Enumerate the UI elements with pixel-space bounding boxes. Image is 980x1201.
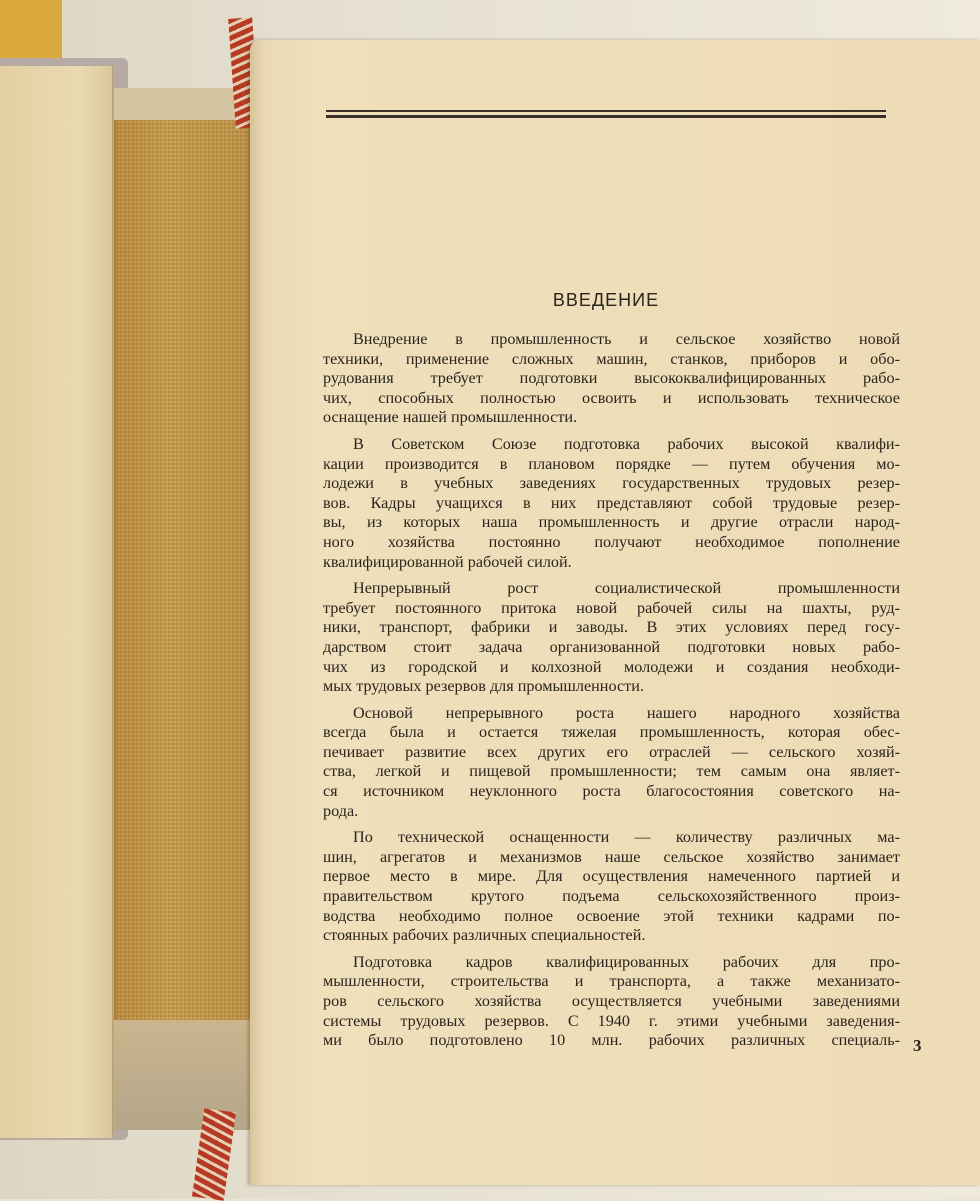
text-line: шин, агрегатов и механизмов наше сельское хозяйство занимает — [323, 847, 900, 866]
header-rule-thick — [326, 115, 886, 118]
text-line: вы, из которых наша промышленность и другие отрасли народ- — [323, 513, 900, 532]
text-line: мых трудовых резервов для промышленности. — [323, 677, 644, 696]
paragraph — [323, 704, 900, 822]
page-number: 3 — [913, 1036, 922, 1055]
text-line: техники, применение сложных машин, станков, приборов и обо- — [323, 349, 900, 368]
text-line: квалифицированной рабочей силой. — [323, 552, 572, 571]
text-line: Основой непрерывного роста нашего народного хозяйства — [353, 703, 900, 722]
body-text — [323, 330, 900, 1058]
text-line: системы трудовых резервов. С 1940 г. этими учебными заведения- — [323, 1011, 900, 1030]
text-line: оснащение нашей промышленности. — [323, 408, 578, 427]
text-line: ся источником неуклонного роста благосостояния советского на- — [323, 782, 900, 801]
spine-bottom — [114, 1020, 264, 1130]
text-line: По технической оснащенности — количеству различных ма- — [353, 828, 900, 847]
text-line: лодежи в учебных заведениях государственных трудовых резер- — [323, 474, 900, 493]
text-line: Подготовка кадров квалифицированных рабочих для про- — [353, 952, 900, 971]
text-line: всегда была и остается тяжелая промышленность, которая обес- — [323, 723, 900, 742]
yellow-object — [0, 0, 62, 62]
text-line: Внедрение в промышленность и сельское хозяйство новой — [353, 330, 900, 348]
text-line: вов. Кадры учащихся в них представляют собой трудовые резер- — [323, 493, 900, 512]
paragraph — [323, 828, 900, 946]
text-line: печивает развитие всех других его отраслей — сельского хозяй- — [323, 742, 900, 761]
text-line: Непрерывный рост социалистической промышленности — [353, 579, 900, 598]
text-line: мышленности, строительства и транспорта, а также механизато- — [323, 972, 900, 991]
text-line: первое место в мире. Для осуществления намеченного партией и — [323, 867, 900, 886]
header-rule-thin — [326, 110, 886, 112]
text-line: ники, транспорт, фабрики и заводы. В этих условиях перед госу- — [323, 618, 900, 637]
spine-gauze-binding — [114, 120, 254, 1025]
text-line: рудования требует подготовки высококвалифицированных рабо- — [323, 369, 900, 388]
text-line: водства необходимо полное освоение этой техники кадрами по- — [323, 906, 900, 925]
text-line: кации производится в плановом порядке — путем обучения мо- — [323, 454, 900, 473]
paragraph — [323, 579, 900, 697]
text-line: требует постоянного притока новой рабочей силы на шахты, руд- — [323, 598, 900, 617]
text-line: ров сельского хозяйства осуществляется учебными заведениями — [323, 992, 900, 1010]
left-page-edge — [0, 66, 113, 1138]
text-line: правительством крутого подъема сельскохозяйственного произ- — [323, 887, 900, 906]
text-line: чих, способных полностью освоить и использовать техническое — [323, 388, 900, 407]
paragraph — [323, 330, 900, 428]
text-line: ми было подготовлено 10 млн. рабочих различных специаль- — [323, 1031, 900, 1050]
text-line: чих из городской и колхозной молодежи и создания необходи- — [323, 657, 900, 676]
paragraph — [323, 953, 900, 1051]
text-line: ства, легкой и пищевой промышленности; тем самым она являет- — [323, 762, 900, 781]
text-line: рода. — [323, 801, 359, 820]
text-line: стоянных рабочих различных специальностей. — [323, 926, 646, 945]
chapter-heading: ВВЕДЕНИЕ — [552, 290, 660, 310]
paragraph — [323, 435, 900, 572]
text-line: дарством стоит задача организованной подготовки новых рабо- — [323, 637, 900, 656]
text-line: В Советском Союзе подготовка рабочих высокой квалифи- — [353, 434, 900, 453]
text-line: ного хозяйства постоянно получают необходимое пополнение — [323, 532, 900, 551]
